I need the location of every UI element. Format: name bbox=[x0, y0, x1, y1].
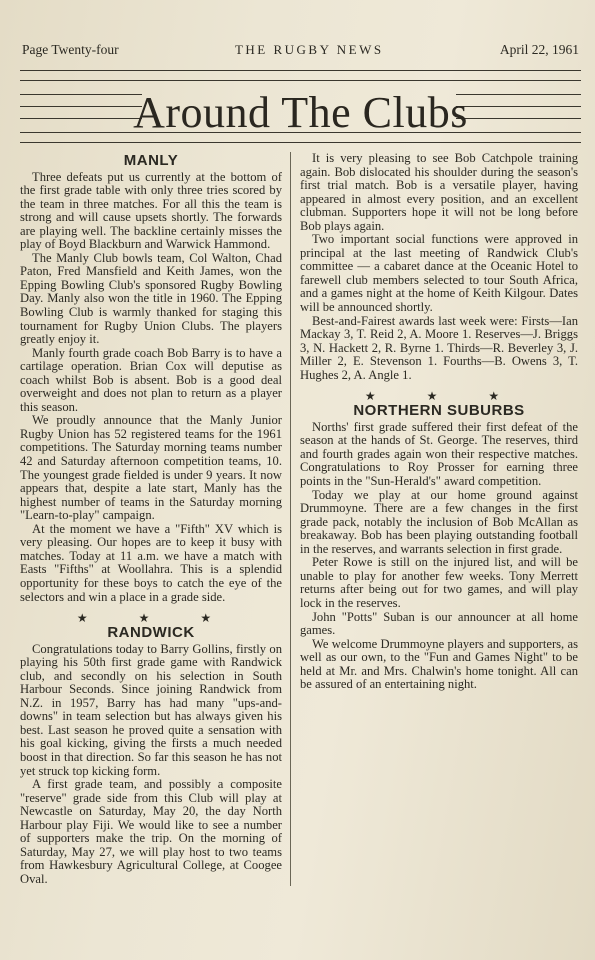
manly-paragraph: At the moment we have a "Fifth" XV which is very pleasing. Our hopes are to keep it busy with matches. Today at 11 a.m. we have a match with Easts "Fifths" at Woollahra. This is a splendid opportunity for these boys to catch the eye of the selectors and win a place in a grade side. bbox=[20, 521, 282, 604]
page-number: Page Twenty-four bbox=[22, 42, 119, 57]
page-title: Around The Clubs bbox=[133, 88, 468, 137]
section-divider-stars: ★ ★ ★ bbox=[364, 389, 524, 404]
randwick-paragraph: Two important social functions were approved in principal at the last meeting of Randwick Club's committee — a cabaret dance at the Oceanic Hotel to farewell club members selected to tour South Africa, and a games night at the home of Keith Kilgour. Dates will be announced shortly. bbox=[300, 232, 578, 315]
northern-suburbs-paragraph: Norths' first grade suffered their first defeat of the season at the hands of St. George. The reserves, third and fourth grades again won their respective matches. Congratulations to Roy Prosser for earning three points in the "Sun-Herald's" award competition. bbox=[300, 419, 578, 489]
northern-suburbs-heading: NORTHERN SUBURBS bbox=[353, 402, 525, 420]
running-head bbox=[20, 42, 581, 60]
randwick-awards: Best-and-Fairest awards last week were: Firsts—Ian Mackay 3, T. Reid 2, A. Moore 1. Reserves—J. Briggs 3, N. Hackett 2, R. Byrne 1. Thirds—R. Beverley 3, J. Miller 2, E. Stevenson 1. Fourths—B. Owens 3, T. Hughes 2, A. Angle 1. bbox=[300, 313, 578, 382]
manly-paragraph: Manly fourth grade coach Bob Barry is to have a cartilage operation. Brian Cox will deputise as coach whilst Bob is absent. Bob is a good deal overweight and does not plan to return as a player this season. bbox=[20, 345, 282, 414]
left-column bbox=[20, 152, 291, 886]
manly-paragraph: The Manly Club bowls team, Col Walton, Chad Paton, Fred Mansfield and Keith James, won the Epping Bowling Club's sponsored Rugby Bowling Day. Manly also won the title in 1960. The Epping Bowling Club is warmly thanked for staging this tournament for Rugby Union Clubs. The players greatly enjoy it. bbox=[20, 250, 282, 347]
article-columns bbox=[20, 152, 581, 886]
banner-rule bbox=[20, 70, 581, 71]
randwick-heading: RANDWICK bbox=[107, 624, 195, 642]
section-divider-stars: ★ ★ ★ bbox=[76, 611, 236, 626]
northern-suburbs-paragraph: John "Potts" Suban is our announcer at all home games. bbox=[300, 609, 578, 638]
right-column bbox=[291, 152, 578, 886]
issue-date: April 22, 1961 bbox=[499, 42, 579, 57]
manly-heading: MANLY bbox=[123, 152, 179, 169]
manly-paragraph: We proudly announce that the Manly Junior Rugby Union has 52 registered teams for the 1961 competitions. The Saturday morning teams number 42 and Saturday afternoon competition teams, 10. The youngest grade fielded is under 9 years. It now appears that, despite a late start, Manly has the highest number of teams in the Saturday morning "Learn-to-play" campaign. bbox=[20, 413, 282, 523]
section-banner bbox=[20, 64, 581, 146]
northern-suburbs-paragraph: Today we play at our home ground against Drummoyne. There are a few changes in the first grade pack, notably the inclusion of Bob McAllan as breakaway. Bob has been playing outstanding football in the reserves, and warrants selection in first grade. bbox=[300, 487, 578, 556]
randwick-paragraph: Congratulations today to Barry Gollins, firstly on playing his 50th first grade game with Randwick club, and secondly on his selection in South Harbour Seconds. Since joining Randwick from N.Z. in 1957, Barry has had many "ups-and-downs" in team selection but has always given his best. Last season he proved quite a sensation with his goal kicking, giving the firsts a much needed boost in that direction. So far this season he has not yet struck top kicking form. bbox=[20, 641, 282, 778]
randwick-paragraph: A first grade team, and possibly a composite "reserve" grade side from this Club will play at Newcastle on Saturday, May 20, the day North Harbour play Fiji. We would like to see a number of supporters make the trip. On the morning of Saturday, May 27, we will play host to two teams from Hawkesbury Agricultural College, at Coogee Oval. bbox=[20, 777, 282, 886]
northern-suburbs-paragraph: Peter Rowe is still on the injured list, and will be unable to play for another few weeks. Tony Merrett returns after being out for two games, and will play lock in the reserves. bbox=[300, 555, 578, 610]
manly-paragraph: Three defeats put us currently at the bottom of the first grade table with only three tries scored by the team in three matches. For all this the team is strong and will cause upsets shortly. The forwards are playing well. The backline certainly misses the play of Boyd Blackburn and Warwick Hammond. bbox=[20, 169, 282, 252]
publication-name: THE RUGBY NEWS bbox=[234, 42, 384, 57]
banner-rule bbox=[20, 142, 581, 143]
randwick-paragraph: It is very pleasing to see Bob Catchpole training again. Bob dislocated his shoulder during the season's first trial match. Bob is a versatile player, having appeared in almost every position, and an excellent clubman. Supporters hope it will not be long before Bob plays again. bbox=[300, 151, 578, 233]
banner-rule bbox=[20, 80, 581, 81]
northern-suburbs-paragraph: We welcome Drummoyne players and supporters, as well as our own, to the "Fun and Games Night" to be held at Mr. and Mrs. Chalwin's home tonight. All can be assured of an entertaining night. bbox=[300, 636, 578, 692]
